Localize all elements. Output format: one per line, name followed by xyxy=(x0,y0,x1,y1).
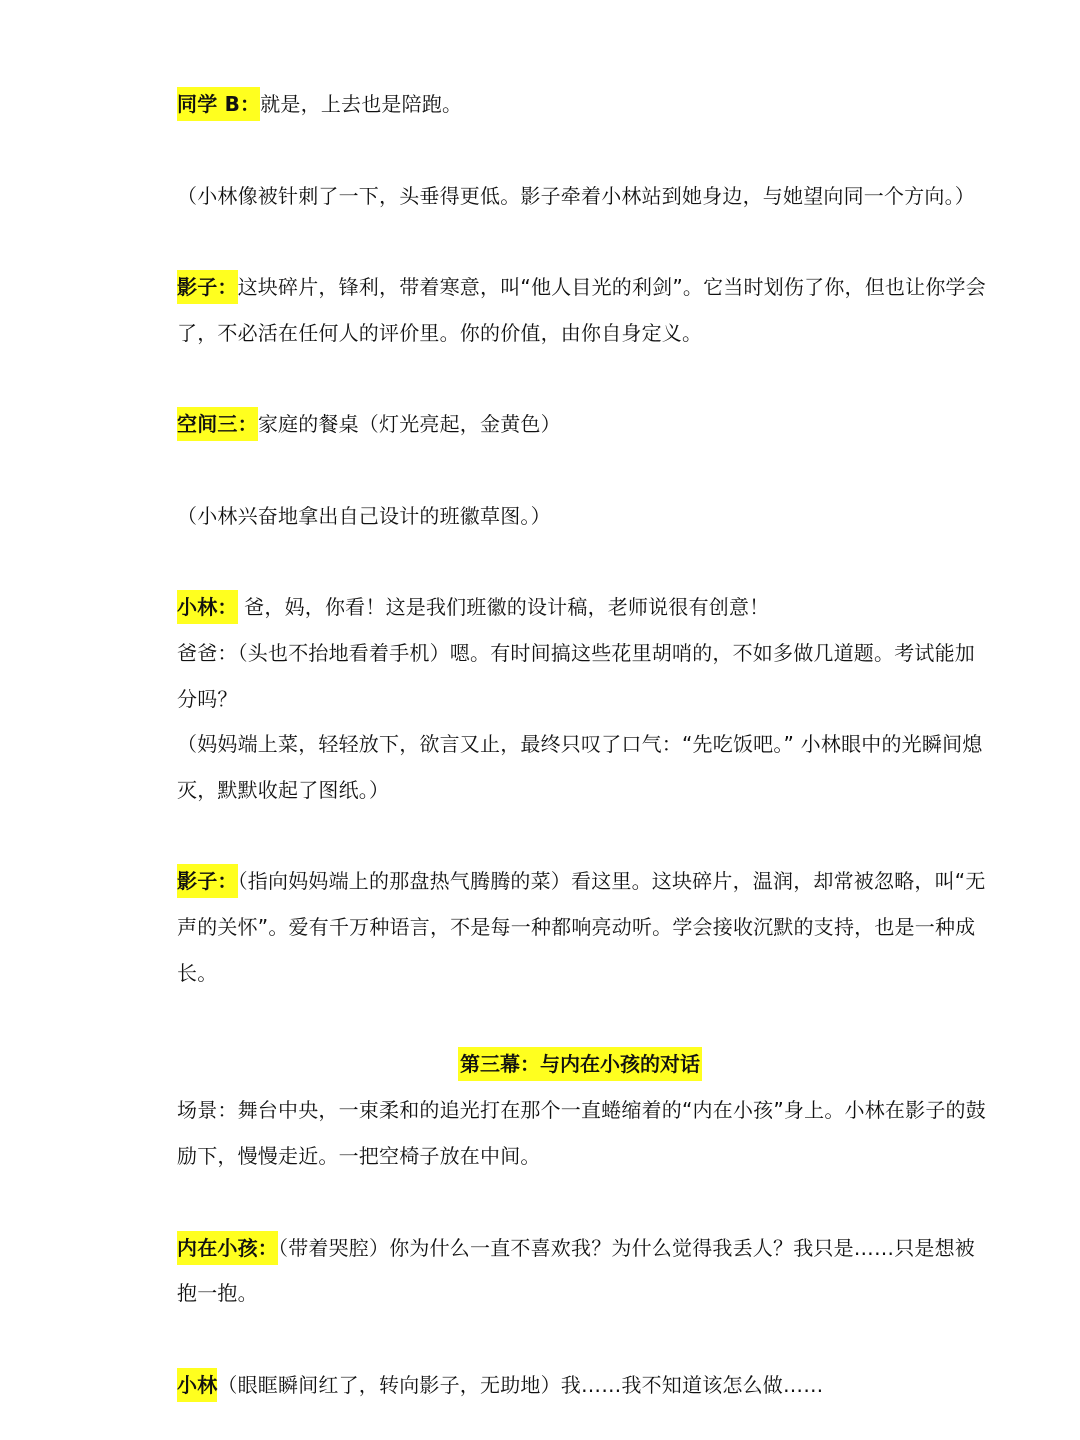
act-title: 第三幕：与内在小孩的对话 xyxy=(0,1041,1080,1087)
stage-direction: （小林兴奋地拿出自己设计的班徽草图。） xyxy=(177,504,551,528)
scene-heading xyxy=(177,401,997,447)
stage-direction: （小林像被针刺了一下，头垂得更低。影子牵着小林站到她身边，与她望向同一个方向。） xyxy=(177,184,975,208)
dialogue-text: （指向妈妈端上的那盘热气腾腾的菜）看这里。这块碎片，温润，却常被忽略，叫“无 xyxy=(237,869,986,893)
dialogue-text: （眼眶瞬间红了，转向影子，无助地）我……我不知道该怎么做…… xyxy=(217,1373,824,1397)
dialogue-line xyxy=(177,584,997,630)
dialogue-line xyxy=(177,264,997,310)
speaker-label: 同学 B： xyxy=(177,87,260,121)
speaker-label: 内在小孩： xyxy=(177,1231,278,1265)
stage-direction: （妈妈端上菜，轻轻放下，欲言又止，最终只叹了口气：“先吃饭吧。” 小林眼中的光瞬间熄 xyxy=(177,732,983,756)
speaker-label: 影子： xyxy=(177,270,238,304)
dialogue-line xyxy=(177,1362,997,1408)
dialogue-continuation: 抱一抱。 xyxy=(177,1281,258,1305)
speaker-label: 小林： xyxy=(177,590,238,624)
dialogue-line xyxy=(177,1225,997,1271)
dialogue-text: （带着哭腔）你为什么一直不喜欢我？为什么觉得我丢人？我只是……只是想被 xyxy=(278,1236,975,1260)
dialogue-continuation: 声的关怀”。爱有千万种语言，不是每一种都响亮动听。学会接收沉默的支持，也是一种成 xyxy=(177,915,976,939)
dialogue-text: 爸，妈，你看！这是我们班徽的设计稿，老师说很有创意！ xyxy=(237,595,770,619)
dialogue-line xyxy=(177,858,997,904)
dialogue-text: 就是，上去也是陪跑。 xyxy=(260,92,463,116)
scene-description: 场景：舞台中央，一束柔和的追光打在那个一直蜷缩着的“内在小孩”身上。小林在影子的鼓 xyxy=(177,1098,986,1122)
scene-text: 家庭的餐桌（灯光亮起，金黄色） xyxy=(257,412,561,436)
speaker-label: 空间三： xyxy=(177,407,258,441)
dialogue-continuation: 了，不必活在任何人的评价里。你的价值，由你自身定义。 xyxy=(177,321,703,345)
scene-description-continuation: 励下，慢慢走近。一把空椅子放在中间。 xyxy=(177,1144,541,1168)
speaker-label: 影子： xyxy=(177,864,238,898)
dialogue-continuation: 分吗？ xyxy=(177,687,238,711)
dialogue-line xyxy=(177,81,997,127)
dialogue-line: 爸爸：（头也不抬地看着手机）嗯。有时间搞这些花里胡哨的，不如多做几道题。考试能加 xyxy=(177,641,975,665)
speaker-label: 小林 xyxy=(177,1368,217,1402)
dialogue-text: 这块碎片，锋利，带着寒意，叫“他人目光的利剑”。它当时划伤了你，但也让你学会 xyxy=(237,275,986,299)
stage-direction-continuation: 灭，默默收起了图纸。） xyxy=(177,778,390,802)
dialogue-continuation: 长。 xyxy=(177,961,218,985)
